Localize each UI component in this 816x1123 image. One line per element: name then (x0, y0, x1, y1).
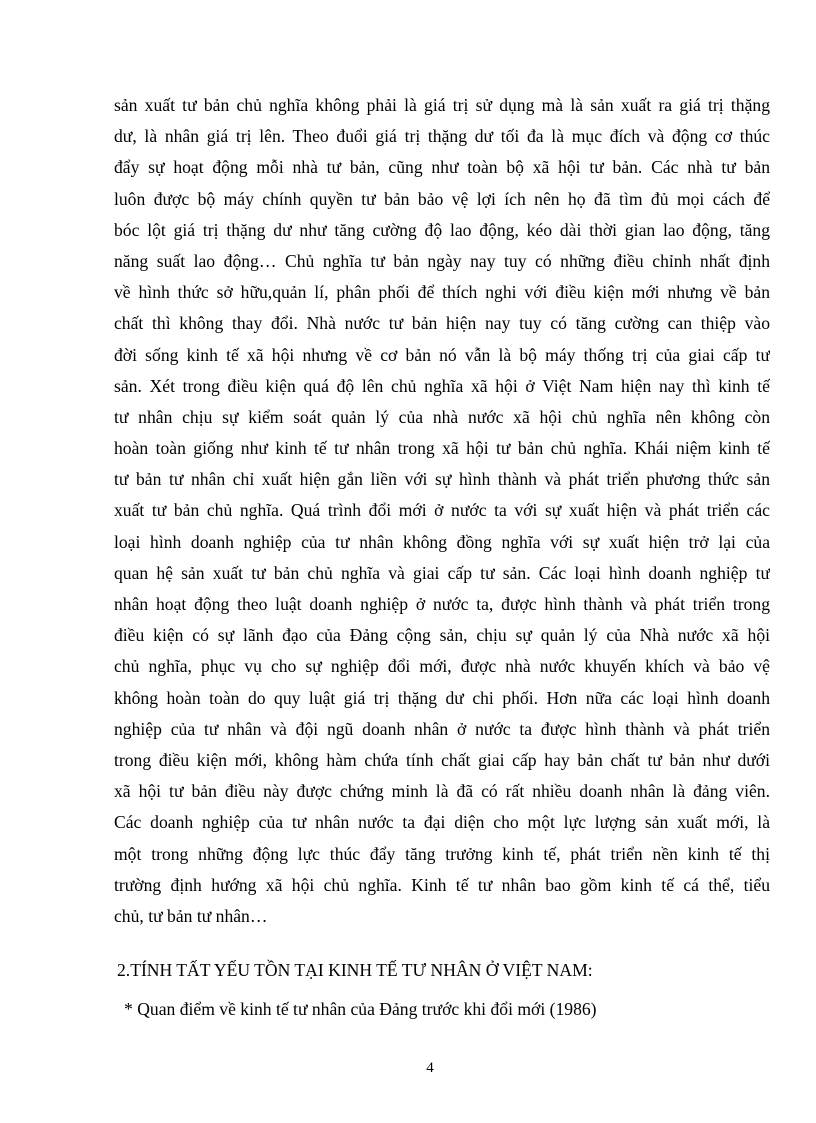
text-line: nhân hoạt động theo luật doanh nghiệp ở nước ta, được hình thành và phát triển trong (114, 594, 770, 614)
text-line: chủ, tư bản tư nhân… (114, 905, 268, 926)
text-line: đời sống kinh tế xã hội nhưng về cơ bản nó vẫn là bộ máy thống trị của giai cấp tư (114, 344, 770, 365)
text-line: tư bản tư nhân chỉ xuất hiện gắn liền với sự hình thành và phát triển phương thức sản (114, 469, 770, 490)
text-line: trong điều kiện mới, không hàm chứa tính chất giai cấp hay bản chất tư bản như dưới (114, 749, 770, 770)
text-line: một trong những động lực thúc đẩy tăng trưởng kinh tế, phát triển nền kinh tế thị (114, 843, 770, 864)
text-line: hoàn toàn giống như kinh tế tư nhân trong xã hội tư bản chủ nghĩa. Khái niệm kinh tế (114, 438, 770, 459)
text-line: Các doanh nghiệp của tư nhân nước ta đại diện cho một lực lượng sản xuất mới, là (114, 812, 770, 833)
text-line: xã hội tư bản điều này được chứng minh là đã có rất nhiều doanh nhân là đảng viên. (114, 781, 770, 802)
text-line: sản xuất tư bản chủ nghĩa không phải là giá trị sử dụng mà là sản xuất ra giá trị thặng (114, 95, 770, 115)
text-line: bóc lột giá trị thặng dư như tăng cường độ lao động, kéo dài thời gian lao động, tăng (114, 219, 770, 240)
text-line: quan hệ sản xuất tư bản chủ nghĩa và giai cấp tư sản. Các loại hình doanh nghiệp tư (114, 562, 770, 583)
text-line: nghiệp của tư nhân và đội ngũ doanh nhân ở nước ta được hình thành và phát triển (114, 718, 770, 739)
text-line: sản. Xét trong điều kiện quá độ lên chủ nghĩa xã hội ở Việt Nam hiện nay thì kinh tế (114, 375, 770, 396)
text-line: chủ nghĩa, phục vụ cho sự nghiệp đổi mới, được nhà nước khuyến khích và bảo vệ (114, 656, 770, 677)
text-line: loại hình doanh nghiệp của tư nhân không đồng nghĩa với sự xuất hiện trở lại của (114, 531, 770, 552)
text-line: điều kiện có sự lãnh đạo của Đảng cộng sản, chịu sự quản lý của Nhà nước xã hội (114, 625, 770, 646)
text-line: trường định hướng xã hội chủ nghĩa. Kinh tế tư nhân bao gồm kinh tế cá thể, tiểu (114, 874, 770, 895)
section-subheading: * Quan điểm về kinh tế tư nhân của Đảng trước khi đổi mới (1986) (124, 999, 597, 1019)
text-line: luôn được bộ máy chính quyền tư bản bảo vệ lợi ích nên họ đã tìm đủ mọi cách để (114, 188, 770, 209)
text-line: xuất tư bản chủ nghĩa. Quá trình đổi mới ở nước ta với sự xuất hiện và phát triển các (114, 500, 770, 521)
text-line: tư nhân chịu sự kiểm soát quản lý của nhà nước xã hội chủ nghĩa nên không còn (114, 406, 770, 427)
page-number: 4 (426, 1060, 434, 1076)
text-line: không hoàn toàn do quy luật giá trị thặng dư chi phối. Hơn nữa các loại hình doanh (114, 687, 770, 708)
text-line: về hình thức sở hữu,quản lí, phân phối để thích nghi với điều kiện mới nhưng về bản (114, 282, 770, 303)
text-line: dư, là nhân giá trị lên. Theo đuổi giá trị thặng dư tối đa là mục đích và động cơ thúc (114, 126, 770, 147)
text-line: năng suất lao động… Chủ nghĩa tư bản ngày nay tuy có những điều chỉnh nhất định (114, 250, 770, 271)
body-paragraph (114, 90, 770, 932)
text-line: đẩy sự hoạt động mỗi nhà tư bản, cũng như toàn bộ xã hội tư bản. Các nhà tư bản (114, 157, 770, 178)
section-heading: 2.TÍNH TẤT YẾU TỒN TẠI KINH TẾ TƯ NHÂN Ở VIỆT NAM: (117, 960, 593, 980)
text-line: chất thì không thay đổi. Nhà nước tư bản hiện nay tuy có tăng cường can thiệp vào (114, 313, 770, 334)
